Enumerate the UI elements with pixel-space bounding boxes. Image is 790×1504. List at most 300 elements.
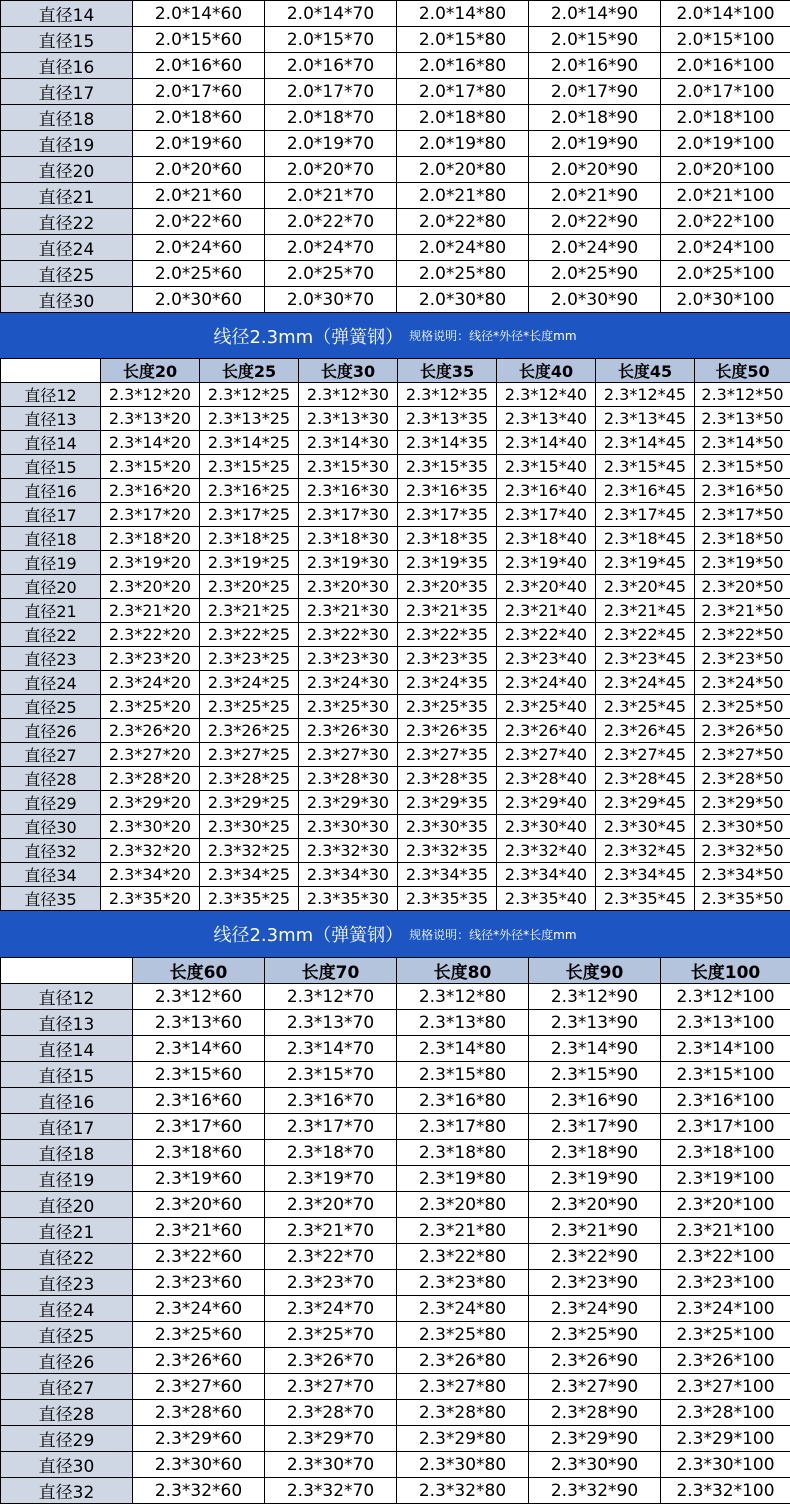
row-label: 直径27 xyxy=(1,1374,133,1400)
spec-cell: 2.3*17*90 xyxy=(529,1114,661,1140)
spec-cell: 2.3*28*45 xyxy=(596,767,695,791)
spec-cell: 2.3*32*35 xyxy=(398,839,497,863)
spec-cell: 2.3*12*30 xyxy=(299,383,398,407)
spec-cell: 2.3*25*100 xyxy=(661,1322,790,1348)
spec-cell: 2.3*20*90 xyxy=(529,1192,661,1218)
spec-cell: 2.3*12*80 xyxy=(397,984,529,1010)
spec-cell: 2.3*19*40 xyxy=(497,551,596,575)
spec-cell: 2.3*15*35 xyxy=(398,455,497,479)
spec-cell: 2.3*18*70 xyxy=(265,1140,397,1166)
table-row xyxy=(1,53,790,79)
spec-cell: 2.0*24*70 xyxy=(265,235,397,261)
spec-cell: 2.3*12*45 xyxy=(596,383,695,407)
spec-cell: 2.0*21*70 xyxy=(265,183,397,209)
spec-cell: 2.3*25*50 xyxy=(695,695,790,719)
row-label: 直径25 xyxy=(1,695,101,719)
spec-cell: 2.0*30*60 xyxy=(133,287,265,313)
spec-cell: 2.3*30*100 xyxy=(661,1452,790,1478)
table-row xyxy=(1,863,790,887)
spec-cell: 2.3*32*70 xyxy=(265,1478,397,1504)
spec-cell: 2.3*13*50 xyxy=(695,407,790,431)
row-label: 直径18 xyxy=(1,527,101,551)
spec-cell: 2.3*14*50 xyxy=(695,431,790,455)
spec-cell: 2.3*18*100 xyxy=(661,1140,790,1166)
row-label: 直径30 xyxy=(1,1452,133,1478)
spec-cell: 2.3*27*40 xyxy=(497,743,596,767)
spec-cell: 2.3*12*90 xyxy=(529,984,661,1010)
banner-title: 线径2.3mm（弹簧钢） xyxy=(213,323,403,349)
spec-cell: 2.3*32*25 xyxy=(200,839,299,863)
row-label: 直径12 xyxy=(1,383,101,407)
row-label: 直径24 xyxy=(1,671,101,695)
row-label: 直径28 xyxy=(1,767,101,791)
spec-cell: 2.0*20*70 xyxy=(265,157,397,183)
spec-cell: 2.3*29*70 xyxy=(265,1426,397,1452)
spec-cell: 2.3*26*100 xyxy=(661,1348,790,1374)
spec-cell: 2.3*26*40 xyxy=(497,719,596,743)
spec-cell: 2.0*18*60 xyxy=(133,105,265,131)
spec-cell: 2.3*23*45 xyxy=(596,647,695,671)
spec-cell: 2.3*27*35 xyxy=(398,743,497,767)
banner-subtitle: 规格说明：线径*外径*长度mm xyxy=(409,926,576,943)
spec-cell: 2.3*29*90 xyxy=(529,1426,661,1452)
row-label: 直径32 xyxy=(1,839,101,863)
spec-cell: 2.0*17*80 xyxy=(397,79,529,105)
spec-cell: 2.3*17*50 xyxy=(695,503,790,527)
spec-cell: 2.3*32*100 xyxy=(661,1478,790,1504)
table-body xyxy=(1,383,790,911)
spec-cell: 2.3*14*60 xyxy=(133,1036,265,1062)
spec-cell: 2.3*21*25 xyxy=(200,599,299,623)
spec-cell: 2.3*27*70 xyxy=(265,1374,397,1400)
table-row xyxy=(1,157,790,183)
spec-cell: 2.0*20*100 xyxy=(661,157,790,183)
spec-cell: 2.0*21*100 xyxy=(661,183,790,209)
row-label: 直径23 xyxy=(1,1270,133,1296)
spec-cell: 2.3*16*100 xyxy=(661,1088,790,1114)
spec-cell: 2.3*30*30 xyxy=(299,815,398,839)
spec-cell: 2.3*13*80 xyxy=(397,1010,529,1036)
spec-cell: 2.3*29*30 xyxy=(299,791,398,815)
spec-cell: 2.3*24*80 xyxy=(397,1296,529,1322)
spec-cell: 2.3*28*20 xyxy=(101,767,200,791)
spec-cell: 2.3*23*25 xyxy=(200,647,299,671)
table-row xyxy=(1,383,790,407)
table-row xyxy=(1,1296,790,1322)
spec-cell: 2.3*20*25 xyxy=(200,575,299,599)
spec-cell: 2.3*23*50 xyxy=(695,647,790,671)
table-row xyxy=(1,1400,790,1426)
spec-cell: 2.3*24*30 xyxy=(299,671,398,695)
spec-cell: 2.0*21*90 xyxy=(529,183,661,209)
table-row xyxy=(1,455,790,479)
spec-cell: 2.0*30*100 xyxy=(661,287,790,313)
spec-cell: 2.3*32*60 xyxy=(133,1478,265,1504)
row-label: 直径20 xyxy=(1,157,133,183)
spec-cell: 2.3*27*90 xyxy=(529,1374,661,1400)
table-row xyxy=(1,503,790,527)
row-label: 直径14 xyxy=(1,431,101,455)
spec-cell: 2.3*22*30 xyxy=(299,623,398,647)
spec-cell: 2.3*23*20 xyxy=(101,647,200,671)
row-label: 直径13 xyxy=(1,1010,133,1036)
spec-cell: 2.3*16*25 xyxy=(200,479,299,503)
spec-cell: 2.3*28*80 xyxy=(397,1400,529,1426)
spec-cell: 2.0*25*90 xyxy=(529,261,661,287)
spec-cell: 2.0*30*70 xyxy=(265,287,397,313)
spec-cell: 2.3*15*100 xyxy=(661,1062,790,1088)
table-row xyxy=(1,815,790,839)
row-label: 直径19 xyxy=(1,131,133,157)
spec-cell: 2.3*28*70 xyxy=(265,1400,397,1426)
spec-cell: 2.0*14*70 xyxy=(265,1,397,27)
spec-cell: 2.3*25*70 xyxy=(265,1322,397,1348)
spec-cell: 2.3*27*30 xyxy=(299,743,398,767)
spec-cell: 2.3*27*45 xyxy=(596,743,695,767)
table-row xyxy=(1,79,790,105)
table-row xyxy=(1,1192,790,1218)
spec-cell: 2.0*14*80 xyxy=(397,1,529,27)
spec-cell: 2.3*15*90 xyxy=(529,1062,661,1088)
table-row xyxy=(1,647,790,671)
spec-cell: 2.3*24*60 xyxy=(133,1296,265,1322)
table-row xyxy=(1,719,790,743)
spec-cell: 2.3*17*100 xyxy=(661,1114,790,1140)
spec-cell: 2.3*26*45 xyxy=(596,719,695,743)
spec-cell: 2.3*18*25 xyxy=(200,527,299,551)
row-label: 直径22 xyxy=(1,1244,133,1270)
table-row xyxy=(1,671,790,695)
row-label: 直径21 xyxy=(1,599,101,623)
spec-cell: 2.3*32*50 xyxy=(695,839,790,863)
table-row xyxy=(1,527,790,551)
row-label: 直径28 xyxy=(1,1400,133,1426)
row-label: 直径32 xyxy=(1,1478,133,1504)
spec-cell: 2.3*23*30 xyxy=(299,647,398,671)
spec-cell: 2.0*19*90 xyxy=(529,131,661,157)
spec-cell: 2.3*27*25 xyxy=(200,743,299,767)
spec-cell: 2.3*28*25 xyxy=(200,767,299,791)
spec-cell: 2.3*19*20 xyxy=(101,551,200,575)
spec-cell: 2.3*22*90 xyxy=(529,1244,661,1270)
table-row xyxy=(1,1426,790,1452)
spec-cell: 2.0*14*90 xyxy=(529,1,661,27)
row-label: 直径15 xyxy=(1,1062,133,1088)
table-row xyxy=(1,1348,790,1374)
spec-cell: 2.3*25*20 xyxy=(101,695,200,719)
spec-cell: 2.0*24*60 xyxy=(133,235,265,261)
table-row xyxy=(1,1088,790,1114)
spec-cell: 2.3*34*35 xyxy=(398,863,497,887)
spec-cell: 2.3*28*90 xyxy=(529,1400,661,1426)
spec-cell: 2.3*29*35 xyxy=(398,791,497,815)
table-row xyxy=(1,1036,790,1062)
spec-cell: 2.3*34*20 xyxy=(101,863,200,887)
spec-cell: 2.3*30*60 xyxy=(133,1452,265,1478)
row-label: 直径26 xyxy=(1,719,101,743)
spec-cell: 2.3*15*70 xyxy=(265,1062,397,1088)
spec-cell: 2.3*16*60 xyxy=(133,1088,265,1114)
spec-cell: 2.3*32*30 xyxy=(299,839,398,863)
table-row xyxy=(1,1140,790,1166)
table-row xyxy=(1,209,790,235)
spec-cell: 2.3*17*25 xyxy=(200,503,299,527)
spec-cell: 2.3*15*40 xyxy=(497,455,596,479)
spec-cell: 2.3*28*100 xyxy=(661,1400,790,1426)
spec-cell: 2.3*25*25 xyxy=(200,695,299,719)
spec-cell: 2.3*19*50 xyxy=(695,551,790,575)
spec-cell: 2.0*20*90 xyxy=(529,157,661,183)
spec-cell: 2.3*13*60 xyxy=(133,1010,265,1036)
table-row xyxy=(1,183,790,209)
spec-cell: 2.3*30*40 xyxy=(497,815,596,839)
spec-cell: 2.3*19*60 xyxy=(133,1166,265,1192)
spec-cell: 2.3*29*45 xyxy=(596,791,695,815)
column-header: 长度35 xyxy=(398,359,497,383)
column-header: 长度30 xyxy=(299,359,398,383)
spec-cell: 2.3*16*45 xyxy=(596,479,695,503)
spec-cell: 2.3*13*35 xyxy=(398,407,497,431)
table-row xyxy=(1,1478,790,1504)
spec-cell: 2.3*16*50 xyxy=(695,479,790,503)
spec-cell: 2.3*29*60 xyxy=(133,1426,265,1452)
spec-table-2-0-long xyxy=(0,0,790,313)
table-row xyxy=(1,1270,790,1296)
spec-cell: 2.3*12*70 xyxy=(265,984,397,1010)
table-row xyxy=(1,1062,790,1088)
spec-cell: 2.3*20*30 xyxy=(299,575,398,599)
spec-cell: 2.3*19*90 xyxy=(529,1166,661,1192)
spec-cell: 2.3*15*30 xyxy=(299,455,398,479)
spec-cell: 2.3*25*35 xyxy=(398,695,497,719)
spec-cell: 2.3*26*50 xyxy=(695,719,790,743)
row-label: 直径16 xyxy=(1,1088,133,1114)
spec-cell: 2.3*24*70 xyxy=(265,1296,397,1322)
spec-cell: 2.0*15*60 xyxy=(133,27,265,53)
spec-cell: 2.3*30*45 xyxy=(596,815,695,839)
spec-cell: 2.3*24*100 xyxy=(661,1296,790,1322)
row-label: 直径18 xyxy=(1,1140,133,1166)
spec-cell: 2.0*15*70 xyxy=(265,27,397,53)
spec-cell: 2.0*20*80 xyxy=(397,157,529,183)
spec-cell: 2.3*34*40 xyxy=(497,863,596,887)
table-row xyxy=(1,27,790,53)
spec-cell: 2.3*35*50 xyxy=(695,887,790,911)
spec-cell: 2.3*12*100 xyxy=(661,984,790,1010)
spec-cell: 2.0*14*100 xyxy=(661,1,790,27)
spec-cell: 2.3*21*40 xyxy=(497,599,596,623)
spec-cell: 2.0*15*100 xyxy=(661,27,790,53)
spec-cell: 2.3*15*80 xyxy=(397,1062,529,1088)
spec-cell: 2.0*30*80 xyxy=(397,287,529,313)
spec-cell: 2.0*20*60 xyxy=(133,157,265,183)
table-row xyxy=(1,131,790,157)
spec-cell: 2.0*24*90 xyxy=(529,235,661,261)
spec-cell: 2.3*23*40 xyxy=(497,647,596,671)
spec-cell: 2.0*18*100 xyxy=(661,105,790,131)
row-label: 直径17 xyxy=(1,79,133,105)
spec-cell: 2.3*17*20 xyxy=(101,503,200,527)
table-row xyxy=(1,1452,790,1478)
table-row xyxy=(1,1114,790,1140)
table-row xyxy=(1,1322,790,1348)
spec-cell: 2.3*35*30 xyxy=(299,887,398,911)
spec-cell: 2.3*24*20 xyxy=(101,671,200,695)
spec-cell: 2.0*25*80 xyxy=(397,261,529,287)
table-row xyxy=(1,1244,790,1270)
table-row xyxy=(1,575,790,599)
table-row xyxy=(1,767,790,791)
table-row xyxy=(1,287,790,313)
spec-cell: 2.3*22*70 xyxy=(265,1244,397,1270)
spec-cell: 2.3*21*35 xyxy=(398,599,497,623)
spec-cell: 2.3*19*80 xyxy=(397,1166,529,1192)
spec-cell: 2.3*13*40 xyxy=(497,407,596,431)
spec-cell: 2.0*17*90 xyxy=(529,79,661,105)
table-row xyxy=(1,791,790,815)
spec-cell: 2.3*20*40 xyxy=(497,575,596,599)
spec-cell: 2.3*15*60 xyxy=(133,1062,265,1088)
spec-cell: 2.3*28*40 xyxy=(497,767,596,791)
spec-cell: 2.0*16*90 xyxy=(529,53,661,79)
table-row xyxy=(1,743,790,767)
table-row xyxy=(1,479,790,503)
spec-cell: 2.3*25*90 xyxy=(529,1322,661,1348)
spec-cell: 2.3*28*35 xyxy=(398,767,497,791)
row-label: 直径26 xyxy=(1,1348,133,1374)
row-label: 直径29 xyxy=(1,791,101,815)
table-row xyxy=(1,839,790,863)
spec-cell: 2.3*12*35 xyxy=(398,383,497,407)
spec-cell: 2.3*19*30 xyxy=(299,551,398,575)
column-header: 长度45 xyxy=(596,359,695,383)
spec-cell: 2.3*32*90 xyxy=(529,1478,661,1504)
spec-cell: 2.3*24*50 xyxy=(695,671,790,695)
spec-cell: 2.3*12*40 xyxy=(497,383,596,407)
spec-cell: 2.3*30*20 xyxy=(101,815,200,839)
spec-cell: 2.3*14*80 xyxy=(397,1036,529,1062)
banner-subtitle: 规格说明：线径*外径*长度mm xyxy=(409,327,576,344)
spec-cell: 2.3*23*70 xyxy=(265,1270,397,1296)
spec-cell: 2.3*22*25 xyxy=(200,623,299,647)
column-header: 长度80 xyxy=(397,958,529,984)
spec-cell: 2.3*27*50 xyxy=(695,743,790,767)
spec-cell: 2.3*29*100 xyxy=(661,1426,790,1452)
spec-cell: 2.3*20*50 xyxy=(695,575,790,599)
spec-cell: 2.0*16*60 xyxy=(133,53,265,79)
spec-cell: 2.3*25*45 xyxy=(596,695,695,719)
spec-cell: 2.0*15*80 xyxy=(397,27,529,53)
table-body xyxy=(1,1,790,313)
spec-cell: 2.3*26*30 xyxy=(299,719,398,743)
spec-cell: 2.3*13*45 xyxy=(596,407,695,431)
spec-cell: 2.3*23*90 xyxy=(529,1270,661,1296)
row-label: 直径18 xyxy=(1,105,133,131)
spec-cell: 2.3*17*60 xyxy=(133,1114,265,1140)
table-header-row xyxy=(1,359,790,383)
table-row xyxy=(1,984,790,1010)
spec-cell: 2.3*26*90 xyxy=(529,1348,661,1374)
row-label: 直径21 xyxy=(1,183,133,209)
table-row xyxy=(1,431,790,455)
spec-cell: 2.3*18*40 xyxy=(497,527,596,551)
table-row xyxy=(1,407,790,431)
spec-cell: 2.0*22*80 xyxy=(397,209,529,235)
spec-cell: 2.0*18*70 xyxy=(265,105,397,131)
spec-cell: 2.0*25*70 xyxy=(265,261,397,287)
table-row xyxy=(1,1218,790,1244)
table-row xyxy=(1,1010,790,1036)
row-label: 直径22 xyxy=(1,209,133,235)
spec-cell: 2.3*17*30 xyxy=(299,503,398,527)
spec-cell: 2.3*14*30 xyxy=(299,431,398,455)
spec-cell: 2.3*14*20 xyxy=(101,431,200,455)
spec-cell: 2.3*23*80 xyxy=(397,1270,529,1296)
spec-cell: 2.3*19*25 xyxy=(200,551,299,575)
spec-cell: 2.3*19*45 xyxy=(596,551,695,575)
spec-cell: 2.3*27*80 xyxy=(397,1374,529,1400)
spec-cell: 2.0*17*70 xyxy=(265,79,397,105)
table-row xyxy=(1,623,790,647)
spec-cell: 2.3*32*40 xyxy=(497,839,596,863)
table-header-row xyxy=(1,958,790,984)
spec-cell: 2.3*16*80 xyxy=(397,1088,529,1114)
row-label: 直径19 xyxy=(1,1166,133,1192)
spec-cell: 2.0*22*90 xyxy=(529,209,661,235)
spec-cell: 2.0*17*60 xyxy=(133,79,265,105)
spec-cell: 2.3*35*35 xyxy=(398,887,497,911)
spec-cell: 2.0*17*100 xyxy=(661,79,790,105)
row-label: 直径34 xyxy=(1,863,101,887)
spec-cell: 2.0*22*60 xyxy=(133,209,265,235)
spec-cell: 2.3*14*25 xyxy=(200,431,299,455)
spec-cell: 2.3*21*20 xyxy=(101,599,200,623)
spec-cell: 2.3*35*45 xyxy=(596,887,695,911)
spec-cell: 2.3*26*35 xyxy=(398,719,497,743)
spec-cell: 2.3*27*60 xyxy=(133,1374,265,1400)
row-label: 直径20 xyxy=(1,575,101,599)
spec-cell: 2.0*16*70 xyxy=(265,53,397,79)
spec-cell: 2.3*34*30 xyxy=(299,863,398,887)
section-banner-2-3-short xyxy=(0,313,790,358)
spec-cell: 2.0*30*90 xyxy=(529,287,661,313)
spec-cell: 2.3*25*80 xyxy=(397,1322,529,1348)
spec-cell: 2.3*16*70 xyxy=(265,1088,397,1114)
row-label: 直径23 xyxy=(1,647,101,671)
table-body xyxy=(1,984,790,1504)
spec-cell: 2.3*26*20 xyxy=(101,719,200,743)
spec-cell: 2.0*14*60 xyxy=(133,1,265,27)
spec-cell: 2.3*14*70 xyxy=(265,1036,397,1062)
spec-cell: 2.0*25*100 xyxy=(661,261,790,287)
table-row xyxy=(1,551,790,575)
spec-cell: 2.3*29*40 xyxy=(497,791,596,815)
spec-cell: 2.3*13*20 xyxy=(101,407,200,431)
spec-cell: 2.3*30*70 xyxy=(265,1452,397,1478)
row-label: 直径14 xyxy=(1,1036,133,1062)
spec-cell: 2.3*20*35 xyxy=(398,575,497,599)
column-header: 长度25 xyxy=(200,359,299,383)
spec-cell: 2.3*20*100 xyxy=(661,1192,790,1218)
spec-cell: 2.3*26*60 xyxy=(133,1348,265,1374)
spec-cell: 2.3*14*45 xyxy=(596,431,695,455)
spec-cell: 2.3*27*100 xyxy=(661,1374,790,1400)
spec-cell: 2.0*18*80 xyxy=(397,105,529,131)
table-row xyxy=(1,1,790,27)
spec-cell: 2.3*25*60 xyxy=(133,1322,265,1348)
spec-cell: 2.3*13*100 xyxy=(661,1010,790,1036)
spec-cell: 2.3*32*80 xyxy=(397,1478,529,1504)
